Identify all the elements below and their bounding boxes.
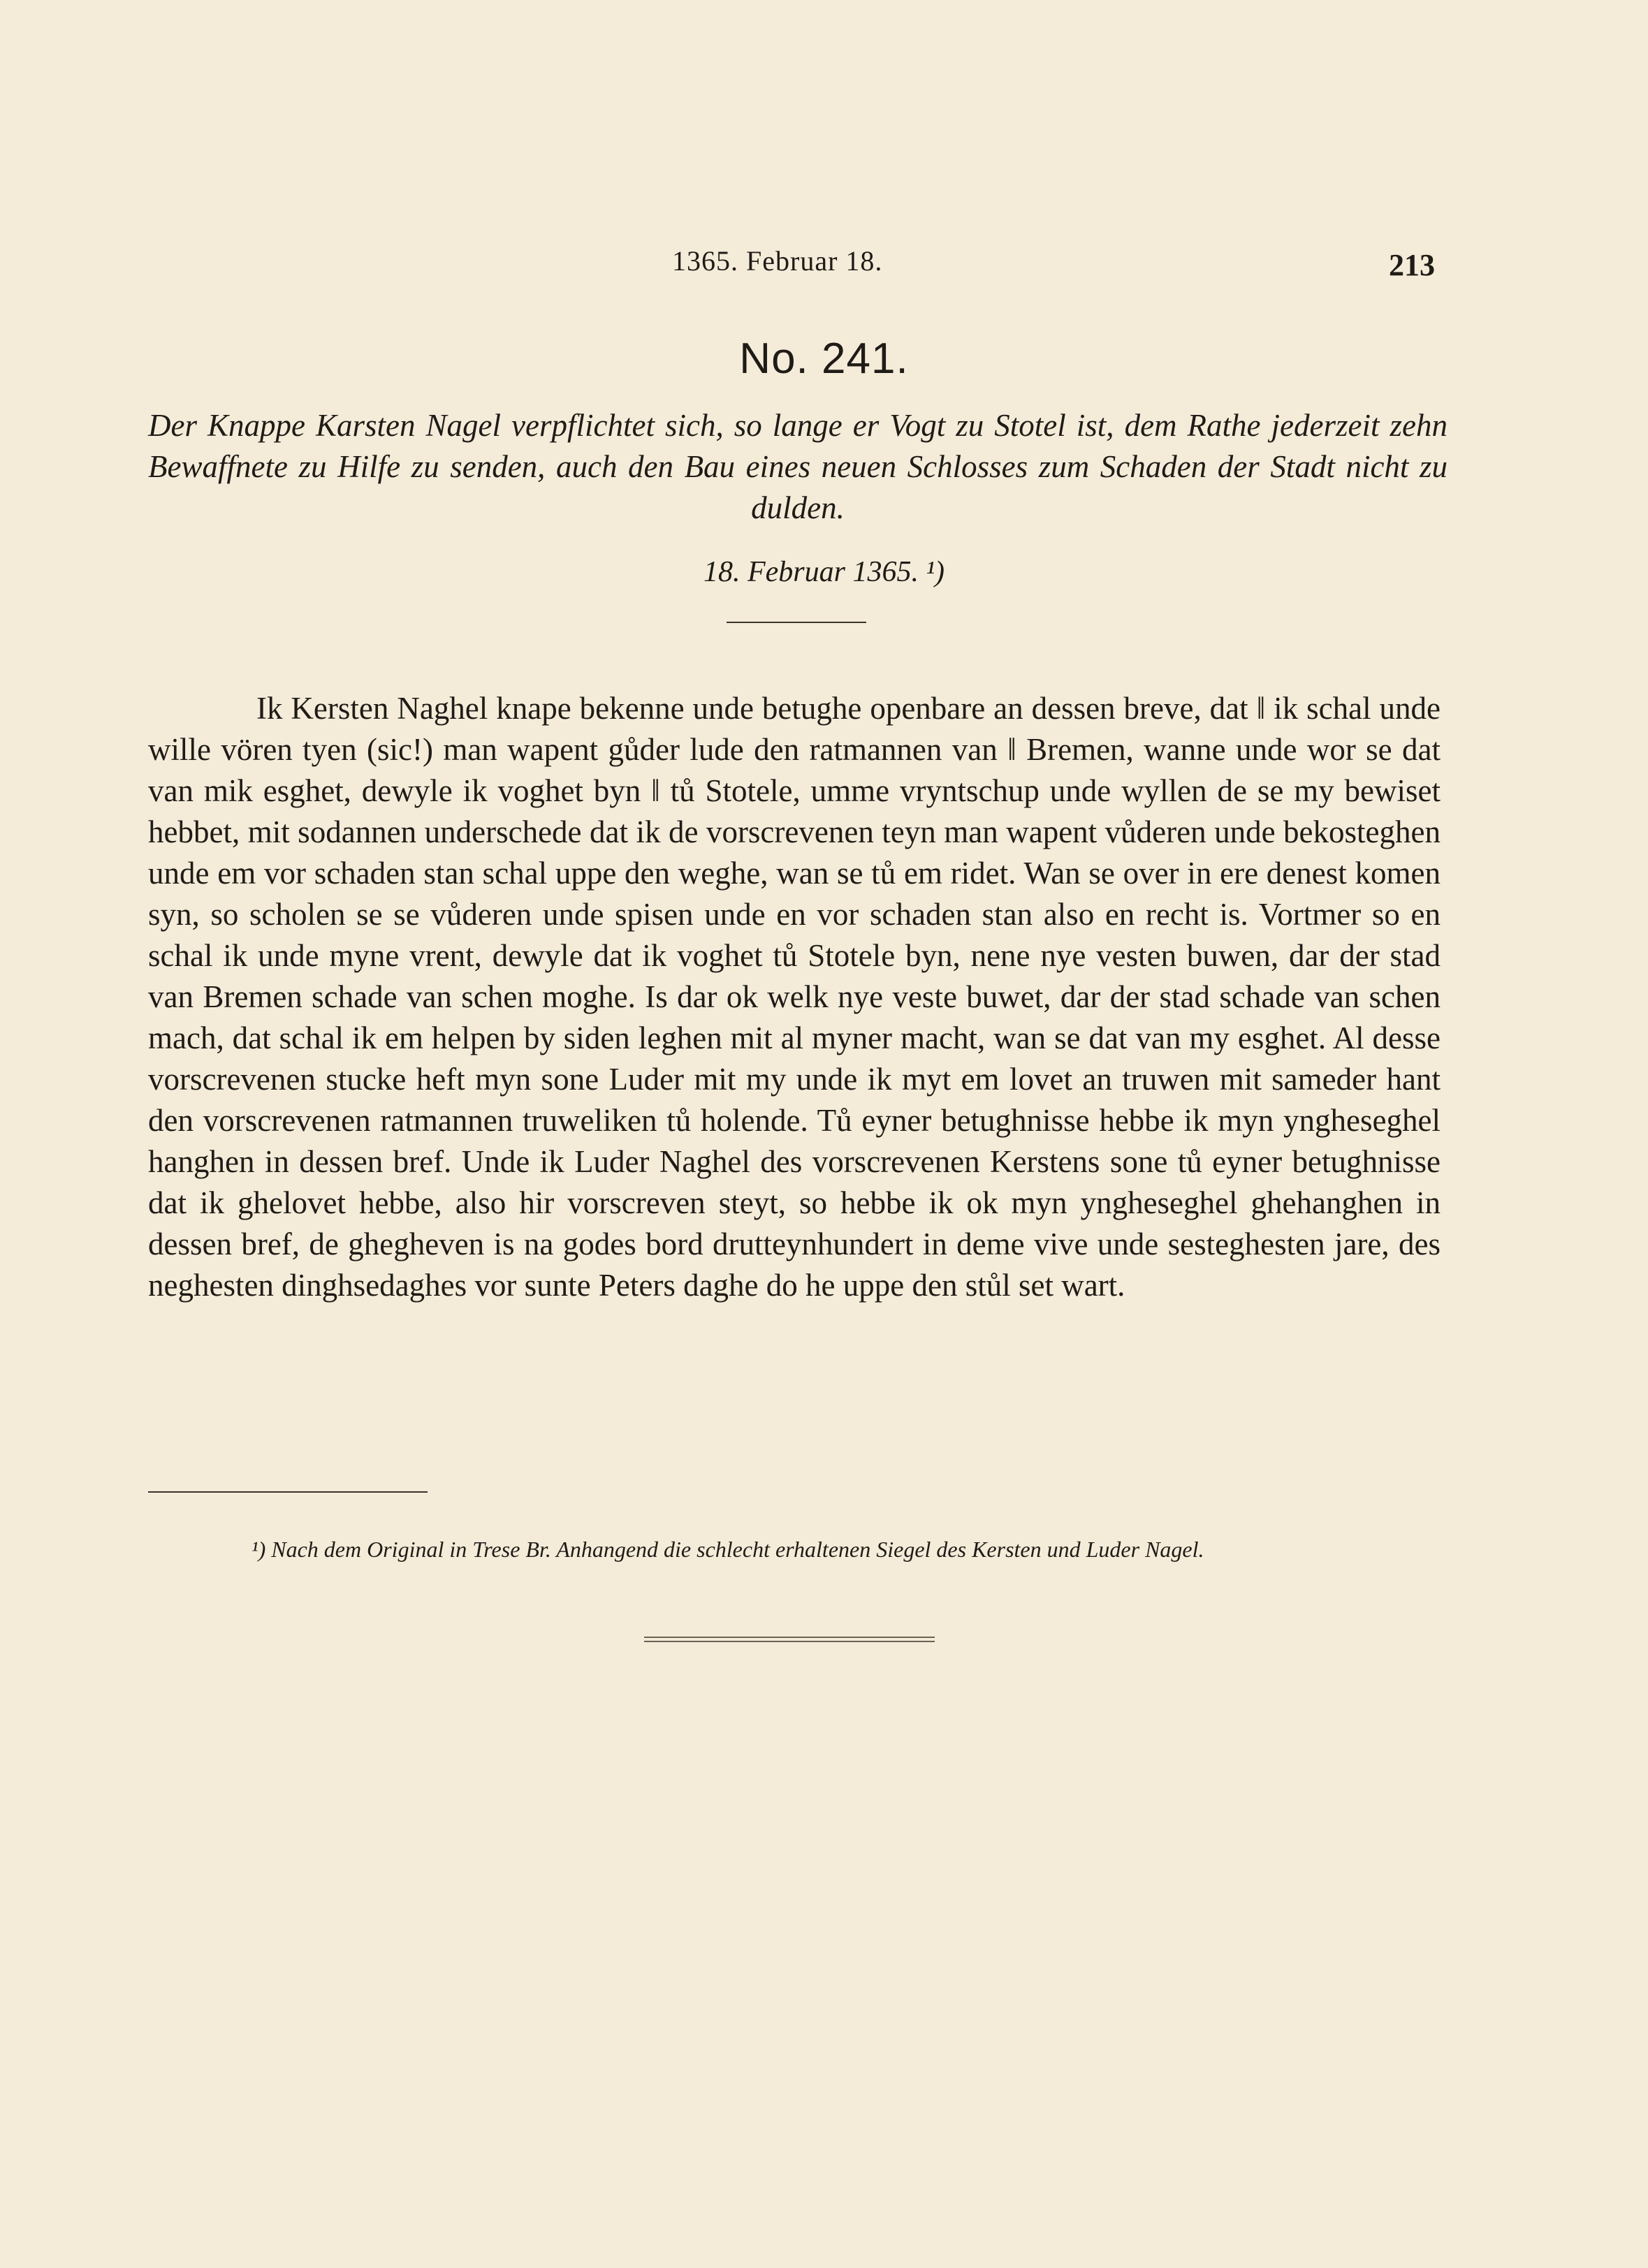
end-of-document-rule: [644, 1637, 935, 1642]
document-date: 18. Februar 1365. ¹): [703, 556, 945, 588]
document-number: No. 241.: [739, 335, 909, 383]
footnote-divider: [148, 1491, 428, 1493]
page-number: 213: [1389, 248, 1435, 282]
document-regest: Der Knappe Karsten Nagel verpflichtet sich, so lange er Vogt zu Stotel ist, dem Rathe jederzeit zehn Bewaffnete zu Hilfe zu senden, auch den Bau eines neuen Schlosses zum Schaden der Stadt nicht zu dulden.: [148, 408, 1448, 525]
running-head-date: 1365. Februar 18.: [672, 245, 883, 277]
footnote: ¹) Nach dem Original in Trese Br. Anhangend die schlecht erhaltenen Siegel des Kersten und Luder Nagel.: [251, 1537, 1204, 1562]
document-body-text: Ik Kersten Naghel knape bekenne unde betughe openbare an dessen breve, dat ‖ ik schal unde wille vören tyen (sic!) man wapent gůder lude den ratmannen van ‖ Bremen, wanne unde wor se dat van mik esghet, dewyle ik voghet byn ‖ tů Stotele, umme vryntschup unde wyllen de se my bewiset hebbet, mit sodannen underschede dat ik de vorscrevenen teyn man wapent vůderen unde bekosteghen unde em vor schaden stan schal uppe den weghe, wan se tů em ridet. Wan se over in ere denest komen syn, so scholen se se vůderen unde spisen unde en vor schaden stan also en recht is. Vortmer so en schal ik unde myne vrent, dewyle dat ik voghet tů Stotele byn, nene nye vesten buwen, dar der stad van Bremen schade van schen moghe. Is dar ok welk nye veste buwet, dar der stad schade van schen mach, dat schal ik em helpen by siden leghen mit al myner macht, wan se dat van my esghet. Al desse vorscrevenen stucke heft myn sone Luder mit my unde ik myt em lovet an truwen mit sameder hant den vorscrevenen ratmannen truweliken tů holende. Tů eyner betughnisse hebbe ik myn yngheseghel hanghen in dessen bref. Unde ik Luder Naghel des vorscrevenen Kerstens sone tů eyner betughnisse dat ik ghelovet hebbe, also hir vorscreven steyt, so hebbe ik ok myn yngheseghel ghehanghen in dessen bref, de ghegheven is na godes bord drutteynhundert in deme vive unde sesteghesten jare, des neghesten dinghsedaghes vor sunte Peters daghe do he uppe den stůl set wart.: [148, 691, 1441, 1303]
running-head: [0, 244, 1648, 286]
section-divider: [727, 622, 866, 623]
